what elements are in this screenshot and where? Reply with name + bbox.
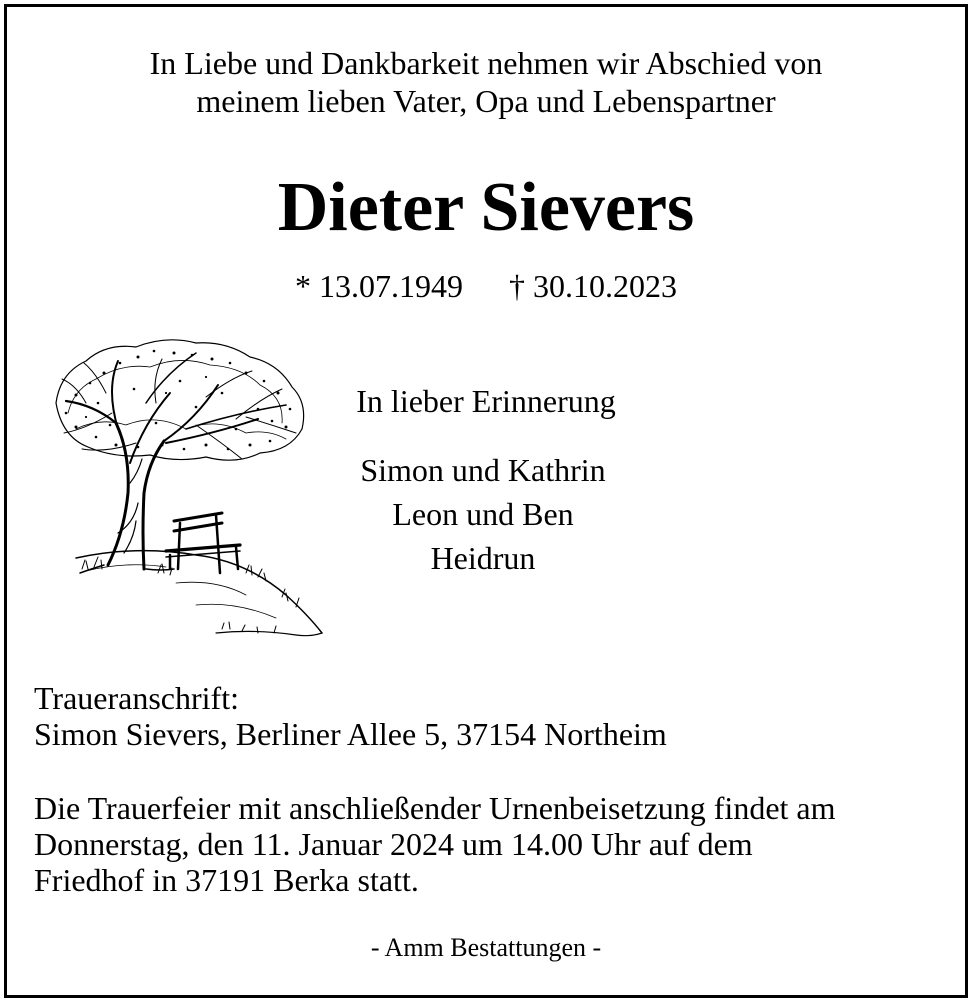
address-label: Traueranschrift:: [34, 680, 239, 716]
intro-text: [0, 44, 972, 120]
service-info: [34, 790, 836, 898]
intro-line-2: meinem lieben Vater, Opa und Lebenspartner: [196, 83, 776, 119]
service-line-2: Donnerstag, den 11. Januar 2024 um 14.00 Uhr auf dem: [34, 826, 753, 862]
service-line-1: Die Trauerfeier mit anschließender Urnenbeisetzung findet am: [34, 790, 836, 826]
deceased-name: Dieter Sievers: [277, 169, 695, 246]
undertaker-name: - Amm Bestattungen -: [370, 933, 602, 962]
service-line-3: Friedhof in 37191 Berka statt.: [34, 862, 419, 898]
family-list: [300, 448, 666, 580]
address-value: Simon Sievers, Berliner Allee 5, 37154 Northeim: [34, 716, 667, 752]
family-member-2: Leon und Ben: [392, 496, 574, 532]
family-member-1: Simon und Kathrin: [360, 452, 606, 488]
death-date: † 30.10.2023: [509, 268, 677, 304]
memorial-heading: In lieber Erinnerung: [356, 383, 616, 419]
tree-with-bench-icon: [46, 333, 326, 645]
intro-line-1: In Liebe und Dankbarkeit nehmen wir Abschied von: [149, 45, 823, 81]
mourning-address: [34, 680, 667, 752]
life-dates: [0, 267, 972, 305]
family-member-3: Heidrun: [430, 540, 536, 576]
birth-date: * 13.07.1949: [295, 268, 463, 304]
